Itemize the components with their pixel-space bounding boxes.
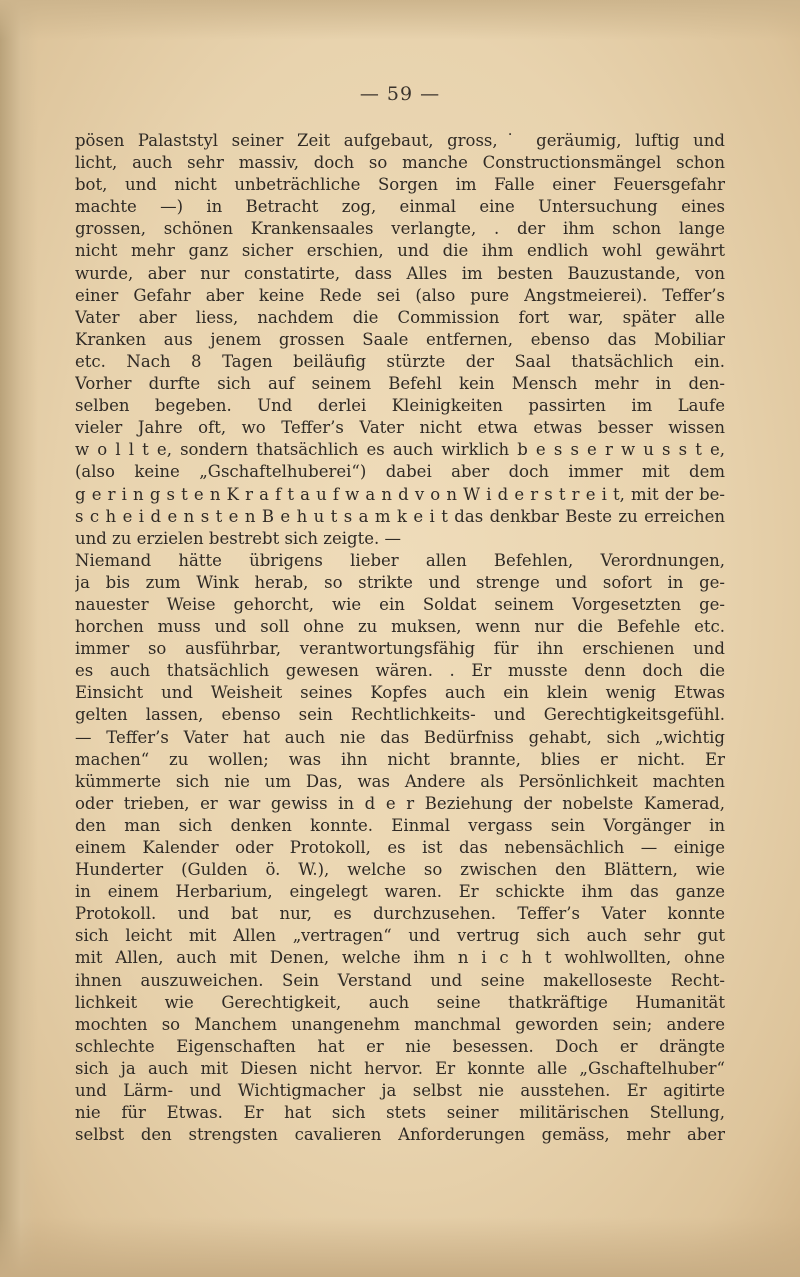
text-line: machen“ zu wollen; was ihn nicht brannte, blies er nicht. Er (75, 749, 725, 769)
text-line: Kranken aus jenem grossen Saale entfernen, ebenso das Mobiliar (75, 329, 725, 349)
text-line: oder trieben, er war gewiss in d e r Beziehung der nobelste Kamerad, (75, 793, 725, 813)
text-line: Hunderter (Gulden ö. W.), welche so zwischen den Blättern, wie (75, 860, 725, 880)
text-line: schlechte Eigenschaften hat er nie besessen. Doch er drängte (75, 1036, 725, 1056)
text-line: bot, und nicht unbeträchliche Sorgen im Falle einer Feuersgefahr (75, 175, 725, 195)
text-line: nicht mehr ganz sicher erschien, und die ihm endlich wohl gewährt (75, 241, 725, 261)
body-text (75, 130, 725, 1146)
text-line: vieler Jahre oft, wo Teffer’s Vater nicht etwa etwas besser wissen (75, 418, 725, 438)
page-number: — 59 — (359, 83, 441, 105)
text-line: mit Allen, auch mit Denen, welche ihm n i c h t wohlwollten, ohne (75, 948, 725, 968)
text-line: w o l l t e, sondern thatsächlich es auch wirklich b e s s e r w u s s t e, (75, 440, 725, 460)
text-line: machte —) in Betracht zog, einmal eine Untersuchung eines (75, 197, 725, 217)
text-line: horchen muss und soll ohne zu muksen, wenn nur die Befehle etc. (75, 617, 725, 637)
text-line: licht, auch sehr massiv, doch so manche Constructionsmängel schon (75, 153, 725, 173)
text-line: mochten so Manchem unangenehm manchmal geworden sein; andere (75, 1014, 725, 1034)
text-line: Protokoll. und bat nur, es durchzusehen. Teffer’s Vater konnte (75, 904, 725, 924)
text-line: selben begeben. Und derlei Kleinigkeiten passirten im Laufe (75, 396, 725, 416)
text-line: nie für Etwas. Er hat sich stets seiner militärischen Stellung, (75, 1103, 725, 1123)
text-line: es auch thatsächlich gewesen wären. . Er musste denn doch die (75, 661, 725, 681)
text-line: etc. Nach 8 Tagen beiläufig stürzte der Saal thatsächlich ein. (75, 351, 725, 371)
text-line: nauester Weise gehorcht, wie ein Soldat seinem Vorgesetzten ge- (75, 594, 725, 614)
page-edge-shadow-left (0, 0, 38, 1277)
text-line: und Lärm- und Wichtigmacher ja selbst nie ausstehen. Er agitirte (75, 1081, 725, 1101)
text-line: und zu erzielen bestrebt sich zeigte. — (75, 528, 401, 548)
text-line: grossen, schönen Krankensaales verlangte, . der ihm schon lange (75, 219, 725, 239)
text-line: Einsicht und Weisheit seines Kopfes auch ein klein wenig Etwas (75, 683, 725, 703)
text-line: selbst den strengsten cavalieren Anforderungen gemäss, mehr aber (75, 1125, 725, 1145)
text-line: ja bis zum Wink herab, so strikte und strenge und sofort in ge- (75, 572, 725, 592)
text-line: immer so ausführbar, verantwortungsfähig für ihn erschienen und (75, 639, 725, 659)
text-line: lichkeit wie Gerechtigkeit, auch seine thatkräftige Humanität (75, 992, 725, 1012)
text-line: ihnen auszuweichen. Sein Verstand und seine makelloseste Recht- (75, 970, 725, 990)
text-line: kümmerte sich nie um Das, was Andere als Persönlichkeit machten (75, 771, 725, 791)
text-line: (also keine „Gschaftelhuberei“) dabei aber doch immer mit dem (75, 462, 725, 482)
text-line: g e r i n g s t e n K r a f t a u f w a n d v o n W i d e r s t r e i t, mit der be- (75, 484, 725, 504)
text-line: sich ja auch mit Diesen nicht hervor. Er konnte alle „Gschaftelhuber“ (75, 1058, 725, 1078)
text-line: in einem Herbarium, eingelegt waren. Er schickte ihm das ganze (75, 882, 725, 902)
text-line: einem Kalender oder Protokoll, es ist das nebensächlich — einige (75, 838, 725, 857)
text-line: Niemand hätte übrigens lieber allen Befehlen, Verordnungen, (75, 550, 725, 570)
text-line: Vorher durfte sich auf seinem Befehl kein Mensch mehr in den- (75, 374, 725, 394)
text-line: gelten lassen, ebenso sein Rechtlichkeits- und Gerechtigkeitsgefühl. (75, 705, 725, 725)
text-line: s c h e i d e n s t e n B e h u t s a m k e i t das denkbar Beste zu erreichen (75, 506, 725, 526)
text-line: einer Gefahr aber keine Rede sei (also pure Angstmeierei). Teffer’s (75, 285, 725, 305)
text-line: pösen Palaststyl seiner Zeit aufgebaut, gross,˙ geräumig, luftig und (75, 131, 725, 150)
text-line: Vater aber liess, nachdem die Commission fort war, später alle (75, 307, 725, 327)
page-edge-shadow-top (0, 0, 800, 40)
text-line: sich leicht mit Allen „vertragen“ und vertrug sich auch sehr gut (75, 926, 725, 946)
text-line: wurde, aber nur constatirte, dass Alles im besten Bauzustande, von (75, 263, 725, 283)
text-line: den man sich denken konnte. Einmal vergass sein Vorgänger in (75, 815, 725, 835)
text-line: — Teffer’s Vater hat auch nie das Bedürfniss gehabt, sich „wichtig (75, 727, 725, 747)
page-edge-shadow-bottom (0, 1217, 800, 1277)
